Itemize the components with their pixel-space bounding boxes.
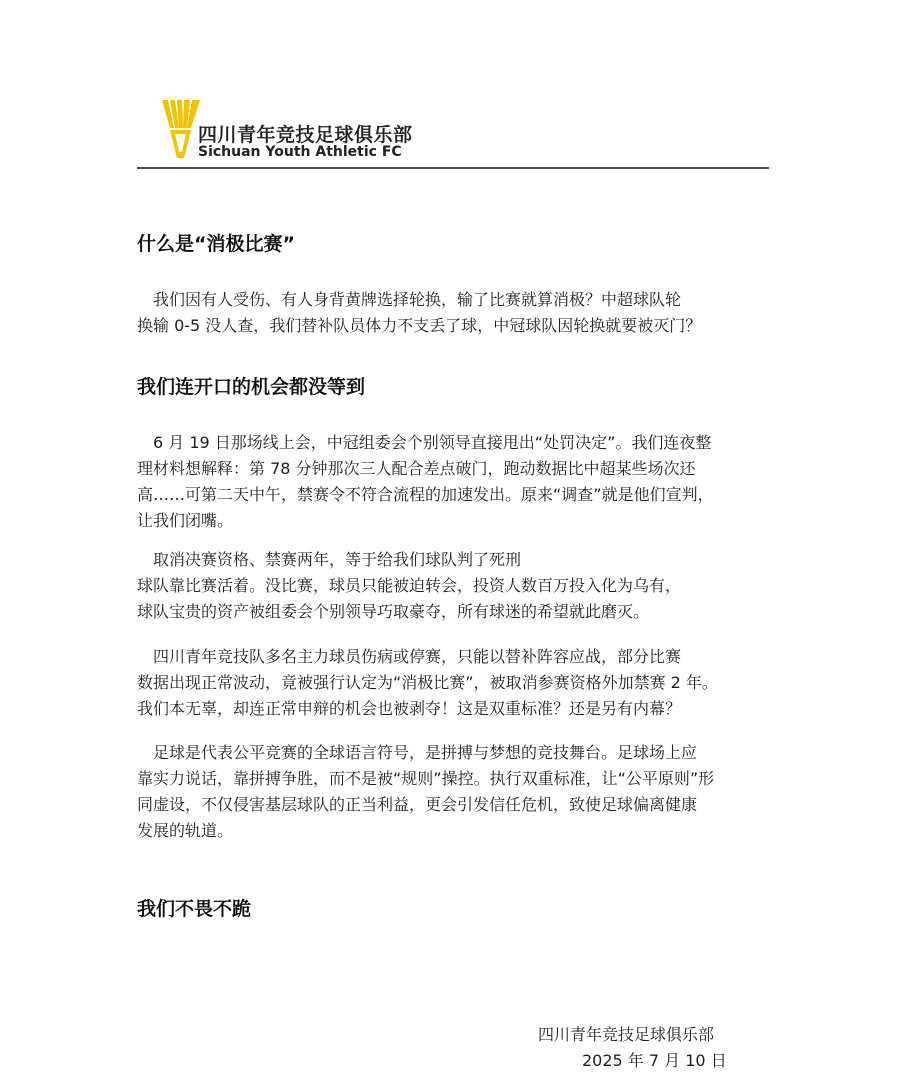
paragraph <box>137 644 777 722</box>
paragraph-line: 数据出现正常波动，竟被强行认定为“消极比赛”，被取消参赛资格外加禁赛 2 年。 <box>137 673 718 692</box>
paragraph-line: 发展的轨道。 <box>137 821 234 840</box>
signature-block <box>538 1022 768 1074</box>
club-name-chinese: 四川青年竞技足球俱乐部 <box>198 124 413 146</box>
section-heading-passive-play: 什么是“消极比赛” <box>137 233 295 255</box>
header-divider <box>137 167 769 169</box>
club-name-english: Sichuan Youth Athletic FC <box>198 144 402 160</box>
paragraph-line: 四川青年竞技队多名主力球员伤病或停赛，只能以替补阵容应战，部分比赛 <box>137 647 682 666</box>
paragraph-line: 让我们闭嘴。 <box>137 511 234 530</box>
paragraph-line: 高……可第二天中午，禁赛令不符合流程的加速发出。原来“调查”就是他们宣判， <box>137 485 714 504</box>
paragraph-line: 理材料想解释：第 78 分钟那次三人配合差点破门，跑动数据比中超某些场次还 <box>137 459 696 478</box>
paragraph-line: 同虚设，不仅侵害基层球队的正当利益，更会引发信任危机，致使足球偏离健康 <box>137 795 698 814</box>
paragraph <box>137 430 777 534</box>
paragraph-line: 取消决赛资格、禁赛两年，等于给我们球队判了死刑 <box>137 550 522 569</box>
yellow-chevron-crest-icon <box>160 98 202 160</box>
signature-date: 2025 年 7 月 10 日 <box>582 1051 727 1070</box>
paragraph-line: 靠实力说话，靠拼搏争胜，而不是被“规则”操控。执行双重标准，让“公平原则”形 <box>137 769 715 788</box>
paragraph-line: 我们本无辜，却连正常申辩的机会也被剥夺！这是双重标准？还是另有内幕？ <box>137 699 682 718</box>
signature-org: 四川青年竞技足球俱乐部 <box>538 1025 715 1044</box>
paragraph <box>137 547 777 625</box>
paragraph-line: 6 月 19 日那场线上会，中冠组委会个别领导直接甩出“处罚决定”。我们连夜整 <box>137 433 712 452</box>
paragraph-line: 换输 0-5 没人查，我们替补队员体力不支丢了球，中冠球队因轮换就要被灭门？ <box>137 316 702 335</box>
paragraph <box>137 740 777 844</box>
paragraph-line: 球队宝贵的资产被组委会个别领导巧取豪夺，所有球迷的希望就此磨灭。 <box>137 602 650 621</box>
letterhead <box>160 98 660 162</box>
section-heading-we-do-not-kneel: 我们不畏不跪 <box>137 898 252 920</box>
paragraph-line: 我们因有人受伤、有人身背黄牌选择轮换，输了比赛就算消极？中超球队轮 <box>137 290 682 309</box>
paragraph <box>137 287 777 339</box>
paragraph-line: 球队靠比赛活着。没比赛，球员只能被迫转会，投资人数百万投入化为乌有， <box>137 576 682 595</box>
section-heading-no-chance: 我们连开口的机会都没等到 <box>137 376 366 398</box>
paragraph-line: 足球是代表公平竞赛的全球语言符号，是拼搏与梦想的竞技舞台。足球场上应 <box>137 743 698 762</box>
